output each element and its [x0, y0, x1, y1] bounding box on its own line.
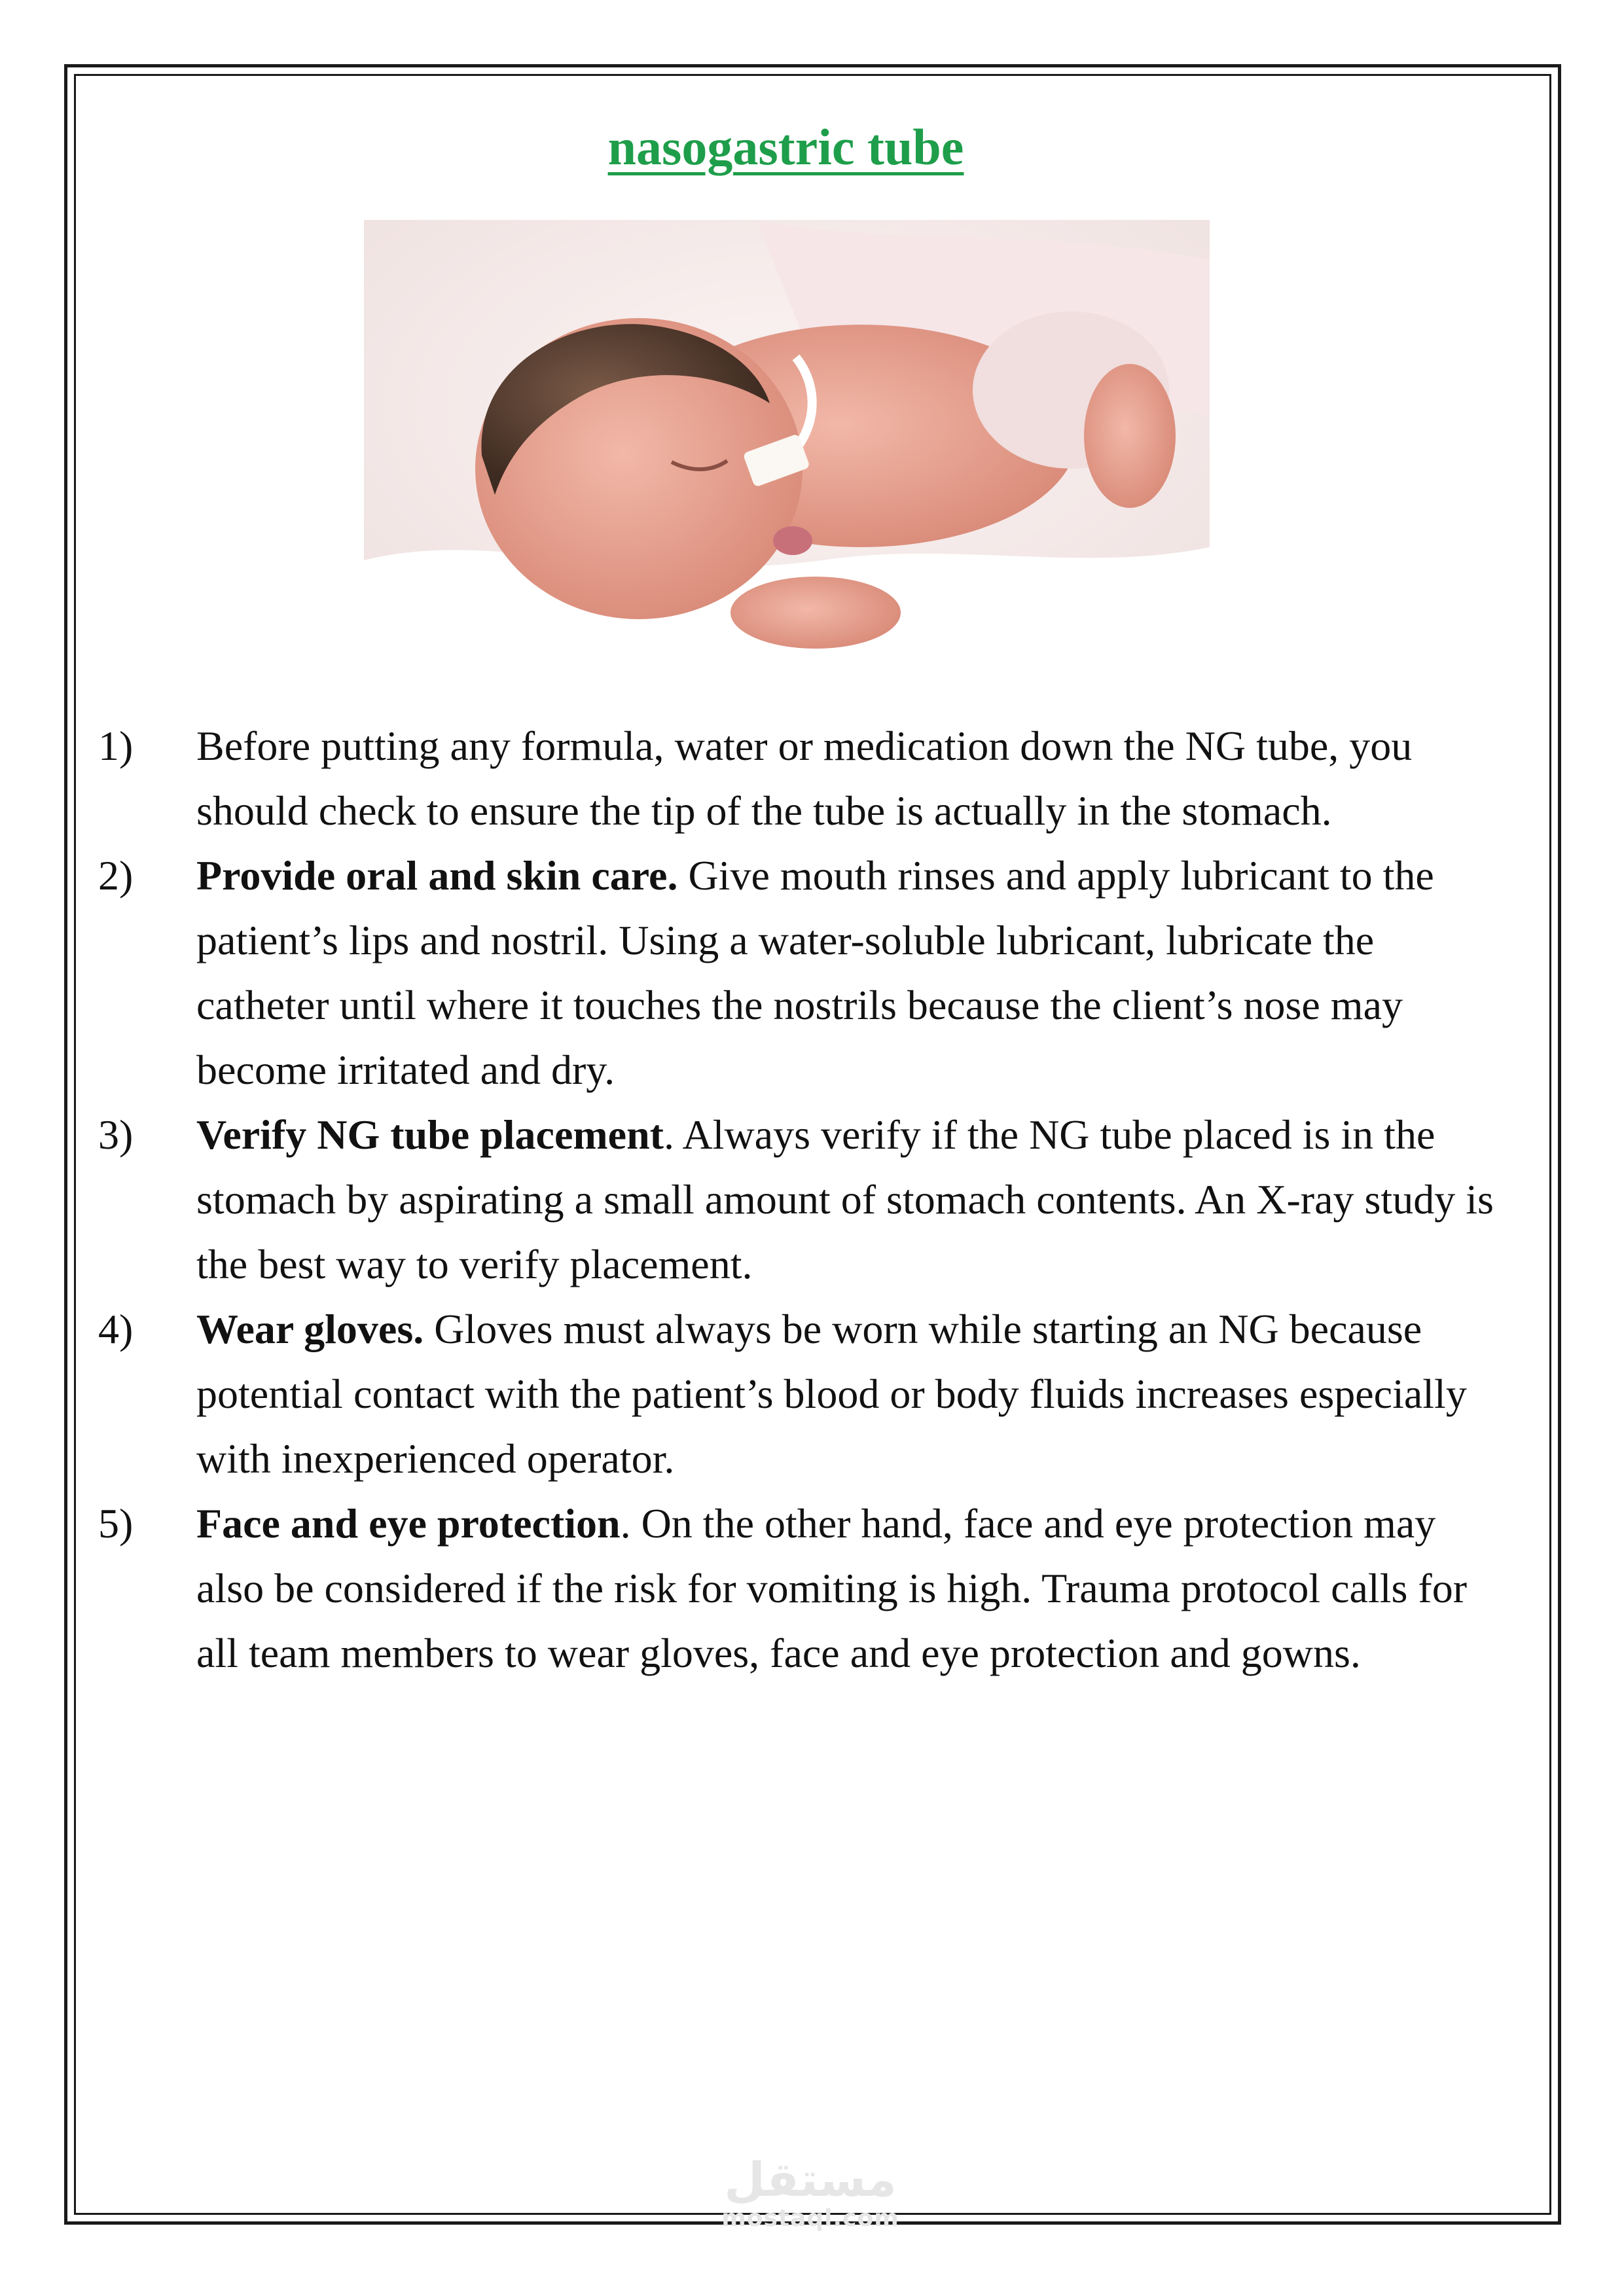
- item-body: [196, 713, 1499, 843]
- item-number: 3): [98, 1111, 134, 1158]
- watermark-url: mostaql.com: [721, 2205, 899, 2232]
- list-item: [98, 1491, 1499, 1685]
- item-text: Give mouth rinses and apply lubricant to the patient’s lips and nostril. Using a water-soluble lubricant, lubricate the catheter until where it touches the nostrils because the client’s nose may become irritated and dry.: [196, 852, 1434, 1093]
- item-heading: Wear gloves.: [196, 1306, 424, 1352]
- item-number: 1): [98, 723, 134, 769]
- infant-with-ng-tube-icon: [364, 220, 1210, 686]
- item-text: Gloves must always be worn while starting an NG because potential contact with the patient’s blood or body fluids increases especially with inexperienced operator.: [196, 1306, 1467, 1482]
- item-heading: Face and eye protection: [196, 1500, 621, 1547]
- watermark: [712, 2153, 909, 2232]
- item-heading: Provide oral and skin care.: [196, 852, 678, 899]
- item-body: [196, 1491, 1499, 1685]
- list-item: [98, 713, 1499, 843]
- list-item: [98, 843, 1499, 1102]
- list-item: [98, 1297, 1499, 1491]
- care-steps-list: [98, 713, 1499, 1685]
- item-body: [196, 843, 1499, 1102]
- infant-photo: [364, 220, 1210, 686]
- list-item: [98, 1102, 1499, 1297]
- item-number: 4): [98, 1306, 134, 1352]
- item-text: . Always verify if the NG tube placed is in the stomach by aspirating a small amount of stomach contents. An X-ray study is the best way to verify placement.: [196, 1111, 1494, 1287]
- watermark-logo: مستقل: [724, 2152, 897, 2207]
- item-number: 5): [98, 1500, 134, 1547]
- page-title: nasogastric tube: [607, 118, 964, 175]
- item-number: 2): [98, 852, 134, 899]
- item-body: [196, 1102, 1499, 1297]
- item-heading: Verify NG tube placement: [196, 1111, 664, 1158]
- item-text: . On the other hand, face and eye protection may also be considered if the risk for vomiting is high. Trauma protocol calls for all team members to wear gloves, face and eye protection and gowns.: [196, 1500, 1467, 1676]
- item-body: [196, 1297, 1499, 1491]
- item-text: Before putting any formula, water or medication down the NG tube, you should check to ensure the tip of the tube is actually in the stomach.: [196, 723, 1413, 834]
